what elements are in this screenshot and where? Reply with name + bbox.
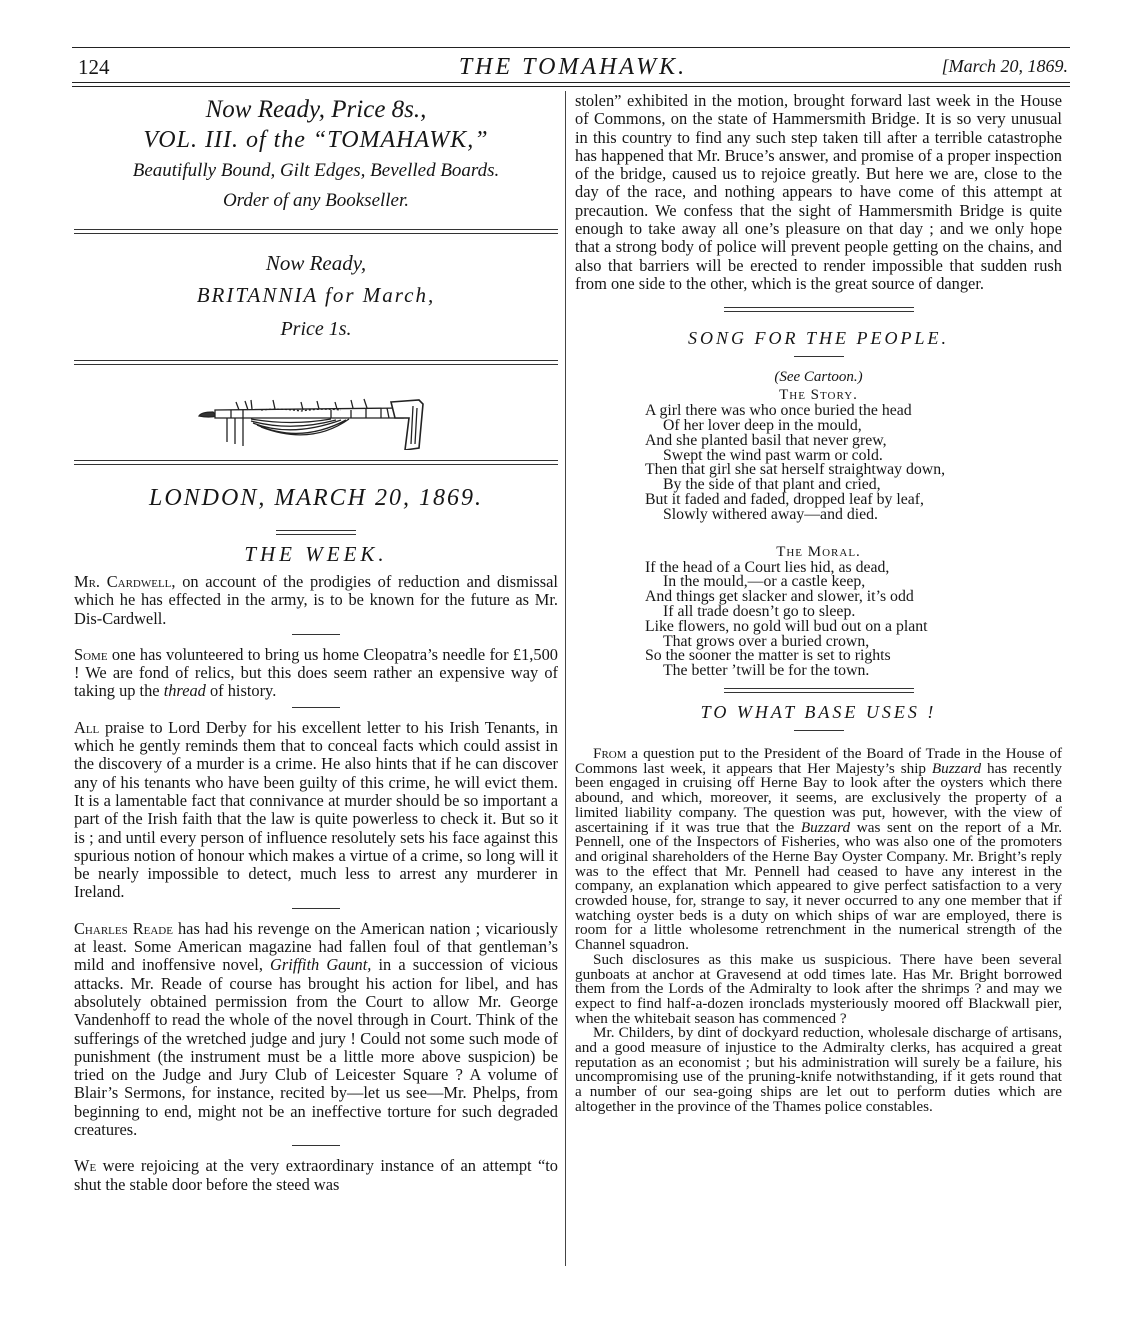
- week-paragraph-2: Some one has volunteered to bring us home Cleopatra’s needle for £1,500 ! We are fond of relics, but this does seem rather an expensive way of taking up the thread of history.: [74, 644, 558, 701]
- base-paragraph-1: From a question put to the President of the Board of Trade in the House of Commons last week, it appears that Her Majesty’s ship Buzzard has recently been engaged in cruising off Herne Bay to look after the oysters which there abound, and which, moreover, it seems, are exclusively the property of a limited liability company. The question was put, however, with the view of ascertaining if it was true that the Buzzard was sent on the report of a Mr. Pennell, one of the Inspectors of Fisheries, who was also one of the promoters and original shareholders of the Herne Bay Oyster Company. Mr. Bright’s reply was to the effect that Mr. Pennell had ceased to have any interest in the company, an explanation which appeared to give perfect satisfaction to a very crowded house, for, strange to say, it never occurred to any one member that if watching oyster beds is a duty on which ships of war are employed, there is room for a little wholesome retrenchment in the numerical strength of the Channel squadron.: [575, 745, 1062, 954]
- see-cartoon: (See Cartoon.): [774, 369, 863, 386]
- ad-volume-line3: Beautifully Bound, Gilt Edges, Bevelled Boards.: [132, 160, 500, 181]
- poem-line: That grows over a buried crown,: [663, 632, 870, 650]
- section-rule: [724, 307, 914, 312]
- ad-volume-line2: VOL. III. of the “TOMAHAWK,”: [143, 127, 489, 153]
- poem-line: Then that girl she sat herself straightway down,: [645, 461, 946, 479]
- story-heading: The Story.: [779, 387, 858, 404]
- the-week-title: THE WEEK.: [244, 542, 388, 566]
- top-rule: [72, 47, 1070, 48]
- song-title: SONG FOR THE PEOPLE.: [688, 328, 949, 349]
- column-divider: [565, 91, 566, 1266]
- poem-line: In the mould,—or a castle keep,: [663, 573, 866, 591]
- poem-line: Slowly withered away—and died.: [663, 505, 878, 523]
- poem-line: And things get slacker and slower, it’s odd: [645, 588, 914, 606]
- poem-line: Like flowers, no gold will bud out on a plant: [645, 617, 928, 635]
- section-rule: [74, 360, 558, 365]
- base-paragraph-2: Such disclosures as this make us suspicious. There have been several gunboats at anchor at Gravesend at odd times late. Has Mr. Bright borrowed them from the Lords of the Admiralty to look after the shrimps ? and may we expect to find half-a-dozen ironclads mysteriously moored off Blackwall pier, when the whitebait season has commenced ?: [575, 950, 1062, 1027]
- poem-line: Of her lover deep in the mould,: [663, 417, 862, 435]
- poem-line: So the sooner the matter is set to rights: [645, 647, 891, 665]
- the-week-section: [74, 573, 558, 1194]
- week-paragraph-4: Charles Reade has had his revenge on the American nation ; vicariously at least. Some American magazine had fallen foul of that gentleman’s mild and inoffensive novel, Griffith Gaunt, in a succession of vicious attacks. Mr. Reade of course has brought his action for libel, and has absolutely obtained permission from the Court to allow Mr. George Vandenhoff to read the whole of the novel through in Court. Think of the sufferings of the wretched judge and jury ! Could not some such mode of punishment (the instrument must be a little more above suspicion) be tried on the Judge and Jury Club of Leicester Square ? A volume of Blair’s Sermons, for instance, recited by—let us see—Mr. Phelps, from beginning to end, might not be an ineffective torture for such degraded creatures.: [74, 918, 559, 1140]
- tomahawk-icon: [191, 374, 441, 450]
- ad-britannia-line2: BRITANNIA for March,: [196, 283, 436, 307]
- moral-poem: [645, 558, 1062, 680]
- poem-line: Swept the wind past warm or cold.: [663, 446, 883, 464]
- poem-line: If all trade doesn’t go to sleep.: [663, 603, 856, 621]
- ad-britannia: [74, 248, 558, 346]
- moral-heading: The Moral.: [776, 543, 861, 560]
- masthead-title: THE TOMAHAWK.: [458, 54, 688, 80]
- section-rule: [74, 460, 558, 465]
- ad-britannia-line3: Price 1s.: [280, 318, 352, 340]
- poem-line: A girl there was who once buried the head: [645, 402, 912, 420]
- dateline: LONDON, MARCH 20, 1869.: [148, 485, 483, 511]
- ad-britannia-line1: Now Ready,: [265, 251, 367, 275]
- ad-volume-line1: Now Ready, Price 8s.,: [205, 96, 427, 123]
- week-paragraph-1: Mr. Cardwell, on account of the prodigies of reduction and dismissal which he has effected in the army, is to be known for the future as Mr. Dis-Cardwell.: [74, 572, 558, 628]
- left-column: [74, 89, 558, 1194]
- continuation-paragraph: stolen” exhibited in the motion, brought forward last week in the House of Commons, on the state of Hammersmith Bridge. It is so very unusual in this country to find any such step taken till after a terrible catastrophe has happened that Mr. Bruce’s answer, and promise of a proper inspection of the bridge, caused us to rejoice greatly. But here we are, close to the day of the race, and nothing appears to have come of this attempt at precaution. We confess that the sight of Hammersmith Bridge is quite enough to take away all one’s pleasure on that day ; and we only hope that a strong body of police will prevent people getting on the chains, and also that barriers will be erected to render impossible that sudden rush from one side to the other, which is the great source of danger.: [575, 91, 1062, 293]
- poem-line: But it faded and faded, dropped leaf by leaf,: [645, 491, 924, 509]
- week-paragraph-5: We were rejoicing at the very extraordinary instance of an attempt “to shut the stable door before the steed was: [74, 1156, 558, 1194]
- ad-volume: [74, 94, 558, 216]
- base-uses-title: TO WHAT BASE USES !: [700, 702, 937, 723]
- running-head: [78, 55, 1068, 83]
- head-rule-2: [72, 86, 1070, 87]
- base-uses-section: [575, 747, 1062, 1115]
- right-column: [575, 89, 1062, 1115]
- poem-line: If the head of a Court lies hid, as dead,: [645, 558, 890, 576]
- page-number: 124: [78, 55, 110, 79]
- paragraph-rule: [292, 707, 340, 708]
- section-rule: [724, 688, 914, 693]
- issue-date: [March 20, 1869.: [941, 56, 1068, 76]
- title-rule: [794, 356, 844, 357]
- poem-line: By the side of that plant and cried,: [663, 476, 881, 494]
- ad-volume-line4: Order of any Bookseller.: [222, 190, 410, 211]
- poem-line: The better ’twill be for the town.: [663, 662, 870, 680]
- paragraph-rule: [292, 908, 340, 909]
- poem-line: And she planted basil that never grew,: [645, 431, 887, 449]
- title-rule: [794, 730, 844, 731]
- head-rule: [72, 82, 1070, 83]
- section-rule: [74, 229, 558, 234]
- story-poem: [645, 404, 1062, 522]
- dateline-rule: [276, 530, 356, 535]
- week-paragraph-3: All praise to Lord Derby for his excellent letter to his Irish Tenants, in which he gently reminds them that to conceal facts which could assist in the discovery of a murder is a crime. He also hints that if he can discover any of his tenants who have been guilty of this crime, he will evict them. It is a lamentable fact that connivance at murder should be so important a part of the Irish faith that the law is quite powerless to check it. But so it is ; and until every person of influence resolutely sets his face against this spurious notion of honour which makes a virtue of a crime, so long will it be nearly impossible to detect, much less to arrest any murderer in Ireland.: [74, 717, 558, 902]
- paragraph-rule: [292, 634, 340, 635]
- base-paragraph-3: Mr. Childers, by dint of dockyard reduction, wholesale discharge of artisans, and a good measure of injustice to the Admiralty clerks, has acquired a great reputation as an economist ; but his administration will surely be a failure, his uncompromising use of the pruning-knife notwithstanding, if it gets round that a number of our sea-going ships are let out to perform duties which are altogether in the province of the Thames police constables.: [575, 1024, 1062, 1115]
- paragraph-rule: [292, 1145, 340, 1146]
